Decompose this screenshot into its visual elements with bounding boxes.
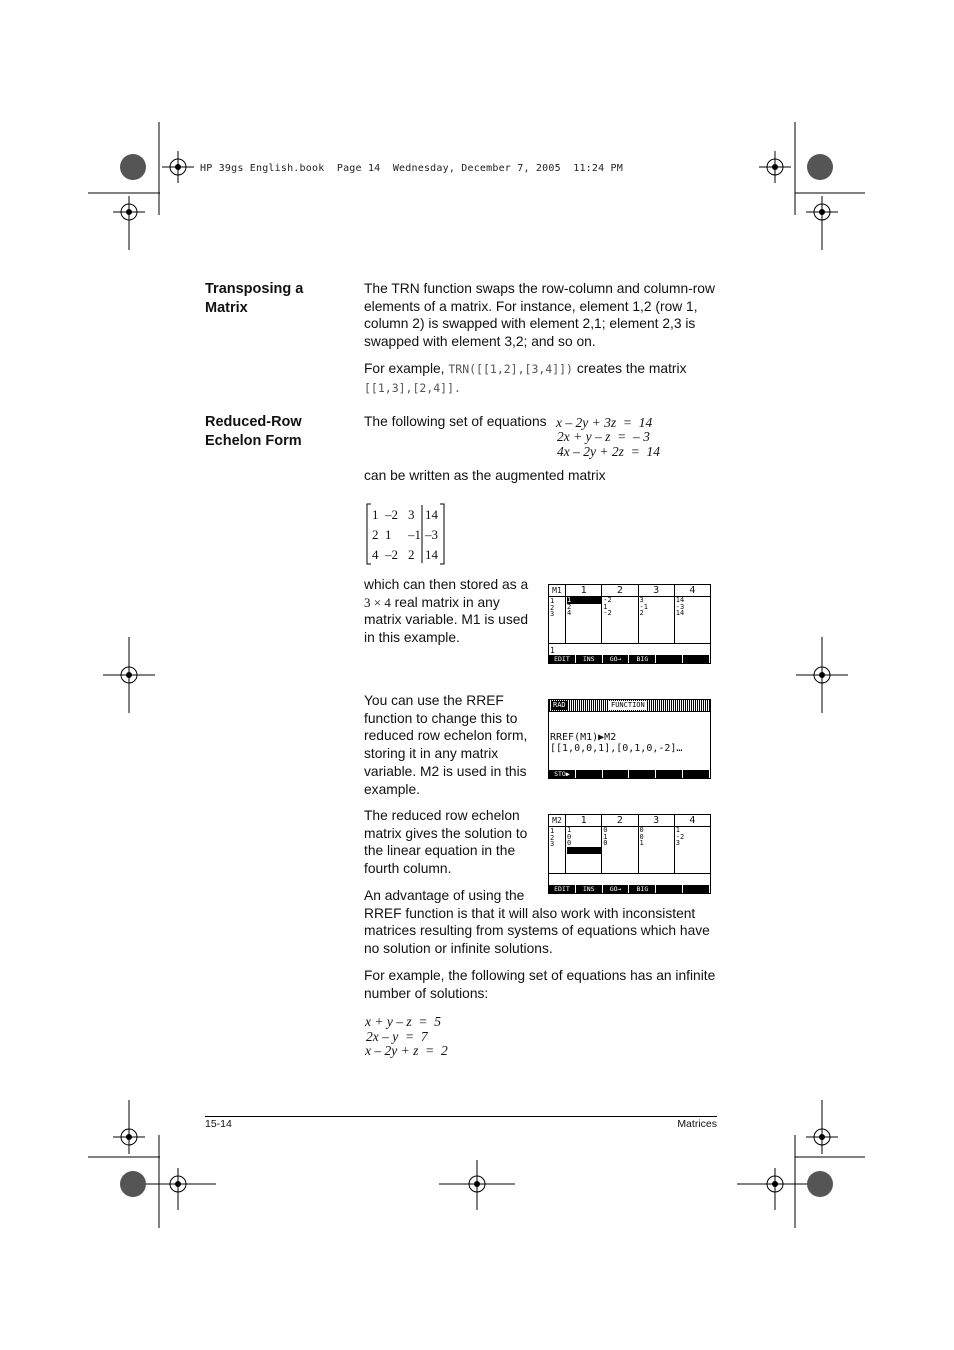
softkey-big: BIG [629,655,656,663]
equations-intro: The following set of equations [364,414,547,429]
col-header: 4 [674,585,710,596]
trn-paragraph: The TRN function swaps the row-column and column-row elements of a matrix. For instance, element 1,2 (row 1, column 2) is swapped with element 2,1; element 2,3 is swapped with element 3,2; and so on. [364,281,715,350]
heading-line: Echelon Form [205,433,302,449]
cell: 2 [639,609,644,617]
col-header: 2 [601,815,637,826]
softkey-edit: EDIT [549,885,576,893]
cell: 3 [639,596,644,604]
matrix-col [638,597,674,643]
advantage-rest: RREF function is that it will also work with inconsistent matrices resulting from systems of equations which have no solution or infinite solutions. [364,905,710,957]
row-indices: 1 2 3 [550,597,555,618]
angle-mode: RAD [553,701,566,709]
cell: 1 [603,832,608,841]
rref-text: You can use the RREF function to change this to reduced row echelon form, storing it in any matrix variable. M2 is used in this example. [364,693,528,797]
augmented-matrix [366,503,446,565]
cell: 1 [639,839,644,847]
example-mid: creates the matrix [572,361,687,376]
softkey-empty [656,655,683,663]
softkey-menu [549,655,710,663]
command-line: RREF(M1)▶M2 [550,732,617,743]
cell: -3 [675,602,685,611]
result-line: [[1,0,0,1],[0,1,0,-2]… [550,743,683,754]
cell: 14 [675,609,685,617]
stored-text [364,576,534,647]
entry-line: 1 [550,646,555,655]
softkey-sto: STO▶ [549,770,576,778]
equation-3: 4x – 2y + 2z = 14 [557,444,660,459]
equation-2: 2x + y – z = – 3 [557,429,650,444]
calculator-screen-m1 [548,584,711,664]
matrix-columns [565,827,710,873]
matrix-col [601,827,637,873]
page-number: 15-14 [205,1118,232,1130]
equation-4: x + y – z = 5 [365,1014,441,1029]
matrix-cell: –2 [385,547,398,562]
trn-example [364,360,720,397]
matrix-columns [565,597,710,643]
cell: 1 [567,826,572,834]
cell: -2 [603,609,612,617]
cell: 3 [675,839,680,847]
softkey-empty [576,770,603,778]
cell: -2 [675,832,685,841]
softkey-empty [683,770,710,778]
cell: 0 [639,832,644,841]
status-bar [549,700,710,712]
heading-line: Transposing a [205,281,304,297]
matrix-col [674,597,710,643]
infinite-text: For example, the following set of equations has an infinite number of solutions: [364,968,716,1001]
softkey-go: GO→ [603,885,630,893]
matrix-cell: –2 [385,507,398,522]
cell: 14 [675,596,685,604]
cell: 1 [567,597,601,604]
col-header: 2 [601,585,637,596]
cell: 0 [639,826,644,834]
matrix-cell: 1 [385,527,392,542]
matrix-col [601,597,637,643]
cell: -2 [603,596,612,604]
cell: 0 [603,839,608,847]
matrix-col [638,827,674,873]
cursor-cell [567,847,601,854]
cell: 1 [675,826,680,834]
col-header: 3 [638,815,674,826]
cell: 0 [567,839,572,847]
matrix-header [549,815,710,827]
footer-rule [205,1116,717,1117]
cell: 0 [567,832,572,841]
matrix-name: M1 [552,586,562,595]
chapter-name: Matrices [677,1118,717,1130]
matrix-col [674,827,710,873]
matrix-cell: 14 [425,547,438,562]
col-header: 4 [674,815,710,826]
matrix-cell: 14 [425,507,438,522]
advantage-text [364,887,718,958]
matrix-col [565,597,601,643]
col-header: 1 [565,585,601,596]
matrix-name: M2 [552,816,562,825]
softkey-empty [629,770,656,778]
col-header: 3 [638,585,674,596]
cell: -1 [639,602,648,611]
cell: 2 [567,602,572,611]
softkey-go: GO→ [603,655,630,663]
row-indices: 1 2 3 [550,827,555,848]
softkey-empty [603,770,630,778]
softkey-edit: EDIT [549,655,576,663]
cell: 4 [567,609,572,617]
advantage-line1: An advantage of using the [364,888,525,903]
softkey-ins: INS [576,885,603,893]
col-header: 1 [565,815,601,826]
cell: 1 [603,602,608,611]
solution-text: The reduced row echelon matrix gives the solution to the linear equation in the fourth column. [364,808,528,877]
heading-line: Reduced-Row [205,414,302,430]
matrix-cell: 2 [408,547,415,562]
stored-rest: real matrix in any matrix variable. M1 is used in this example. [364,594,529,646]
equation-1: x – 2y + 3z = 14 [556,415,653,430]
softkey-empty [656,770,683,778]
softkey-big: BIG [629,885,656,893]
matrix-cell: 4 [372,547,379,562]
softkey-ins: INS [576,655,603,663]
matrix-col [565,827,601,873]
softkey-menu [549,770,710,778]
matrix-cell: 3 [408,507,415,522]
matrix-cell: –3 [425,527,438,542]
section-heading-transposing [205,280,345,318]
stored-line1: which can then stored as a [364,577,529,592]
example-result: [[1,3],[2,4]]. [364,380,461,395]
matrix-cell: –1 [408,527,421,542]
matrix-cell: 1 [372,507,379,522]
augmented-text: can be written as the augmented matrix [364,468,606,483]
section-heading-rref [205,413,345,451]
matrix-header [549,585,710,597]
example-prefix: For example, [364,361,449,376]
matrix-cell: 2 [372,527,379,542]
softkey-empty [683,655,710,663]
print-slug: HP 39gs English.book Page 14 Wednesday, December 7, 2005 11:24 PM [200,163,623,174]
cell: 0 [603,826,608,834]
calculator-screen-m2 [548,814,711,894]
heading-line: Matrix [205,300,248,316]
calculator-screen-home [548,699,711,779]
equation-6: x – 2y + z = 2 [365,1043,448,1058]
matrix-dimensions: 3 × 4 [364,594,391,610]
example-code: TRN([[1,2],[3,4]]) [448,362,573,376]
equation-5: 2x – y = 7 [366,1029,428,1044]
app-name: FUNCTION [611,701,645,709]
